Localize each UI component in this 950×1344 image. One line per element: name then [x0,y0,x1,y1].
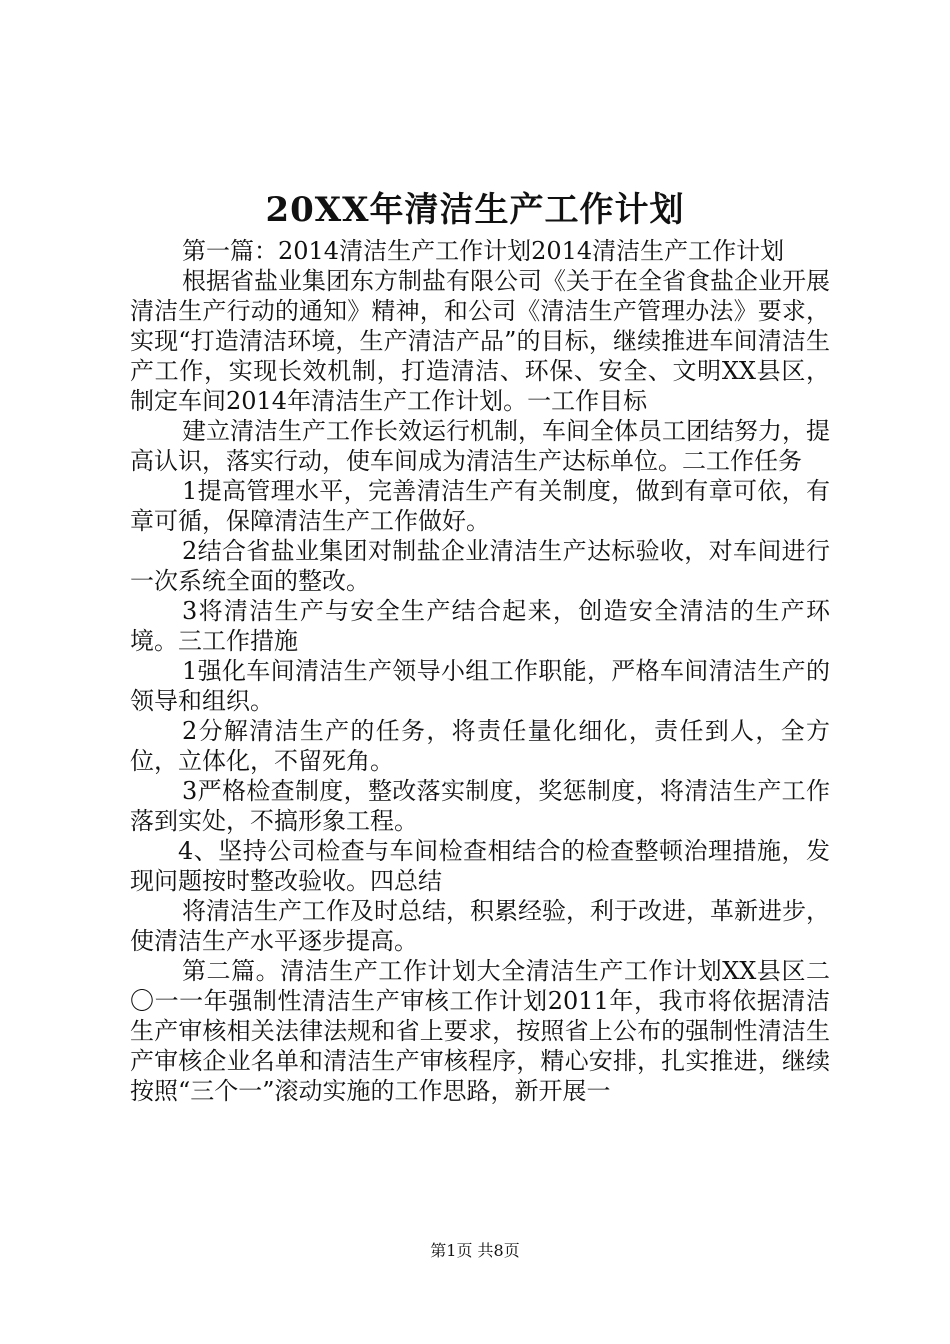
page-number-footer: 第1页 共8页 [430,1241,520,1260]
paragraph: 1提高管理水平，完善清洁生产有关制度，做到有章可依，有章可循，保障清洁生产工作做好。 [130,477,830,535]
paragraph: 2分解清洁生产的任务，将责任量化细化，责任到人，全方位，立体化，不留死角。 [130,717,830,775]
paragraph: 3将清洁生产与安全生产结合起来，创造安全清洁的生产环境。三工作措施 [130,597,830,655]
document-body [130,236,830,1106]
paragraph: 2结合省盐业集团对制盐企业清洁生产达标验收，对车间进行一次系统全面的整改。 [130,537,830,595]
paragraph: 将清洁生产工作及时总结，积累经验，利于改进，革新进步，使清洁生产水平逐步提高。 [130,897,830,955]
paragraph: 1强化车间清洁生产领导小组工作职能，严格车间清洁生产的领导和组织。 [130,657,830,715]
paragraph: 建立清洁生产工作长效运行机制，车间全体员工团结努力，提高认识，落实行动，使车间成为清洁生产达标单位。二工作任务 [130,417,830,475]
paragraph: 4、坚持公司检查与车间检查相结合的检查整顿治理措施，发现问题按时整改验收。四总结 [130,837,830,895]
paragraph: 3严格检查制度，整改落实制度，奖惩制度，将清洁生产工作落到实处，不搞形象工程。 [130,777,830,835]
paragraph: 第一篇：2014清洁生产工作计划2014清洁生产工作计划 [182,237,785,265]
paragraph: 根据省盐业集团东方制盐有限公司《关于在全省食盐企业开展清洁生产行动的通知》精神，和公司《清洁生产管理办法》要求，实现“打造清洁环境，生产清洁产品”的目标，继续推进车间清洁生产工作，实现长效机制，打造清洁、环保、安全、文明XX县区，制定车间2014年清洁生产工作计划。一工作目标 [130,267,830,415]
document-title: 20XX年清洁生产工作计划 [265,190,685,230]
paragraph: 第二篇。清洁生产工作计划大全清洁生产工作计划XX县区二〇一一年强制性清洁生产审核工作计划2011年，我市将依据清洁生产审核相关法律法规和省上要求，按照省上公布的强制性清洁生产审核企业名单和清洁生产审核程序，精心安排，扎实推进，继续按照“三个一”滚动实施的工作思路，新开展一 [130,957,830,1105]
